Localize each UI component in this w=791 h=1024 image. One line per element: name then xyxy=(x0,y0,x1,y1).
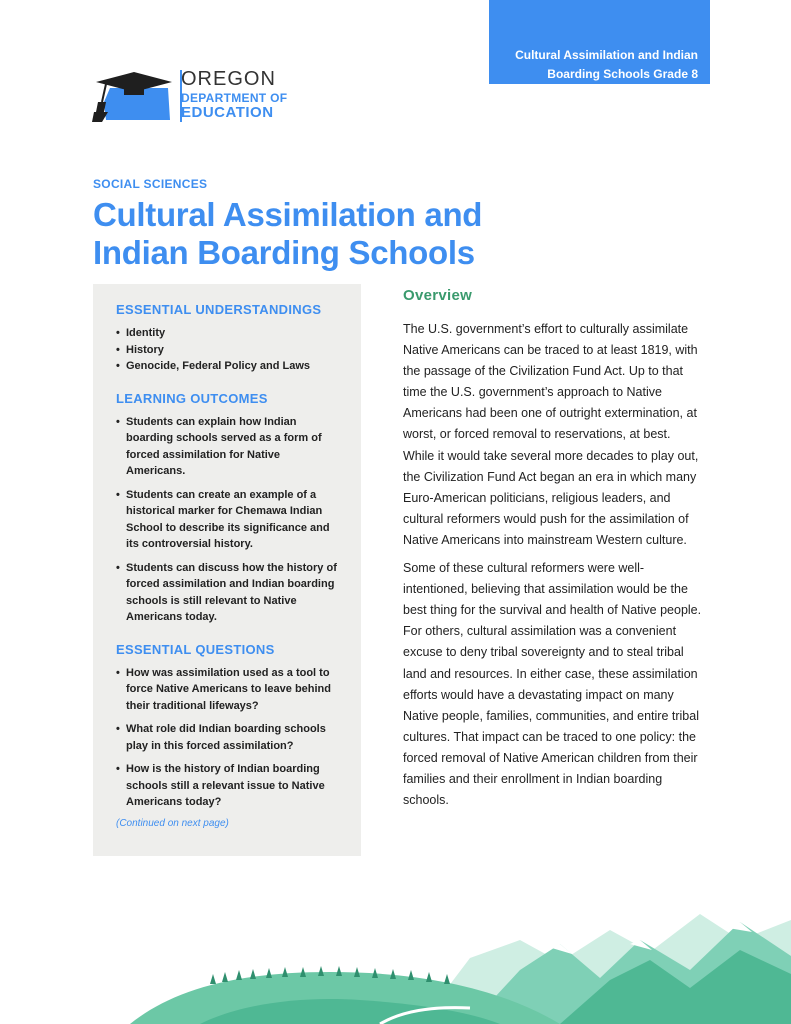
essential-questions-section xyxy=(116,642,339,829)
banner-line-2: Boarding Schools Grade 8 xyxy=(547,67,698,81)
learning-outcomes-section xyxy=(116,391,339,626)
essential-understandings-list xyxy=(116,325,339,375)
graduation-cap-oregon-icon xyxy=(90,68,174,124)
list-item: • Students can create an example of a historical marker for Chemawa Indian School to describe its significance and its controversial history. xyxy=(116,487,339,553)
title-line-1: Cultural Assimilation and xyxy=(93,196,483,233)
learning-outcomes-list xyxy=(116,414,339,626)
logo-department-of: DEPARTMENT OF xyxy=(181,91,288,105)
overview-paragraph-1: The U.S. government’s effort to culturally assimilate Native Americans can be traced to at least 1819, with the passage of the Civilization Fund Act. Up to that time the U.S. government’s approach to Native Americans had been one of outright extermination, at worst, or forced removal to reservations, at best. While it would take several more decades to play out, the Civilization Fund Act began an era in which many Euro-American politicians, religious leaders, and cultural reformers would push for the assimilation of Native Americans into mainstream Western culture. xyxy=(403,322,699,547)
logo-education: EDUCATION xyxy=(181,104,274,121)
essential-understandings-heading: ESSENTIAL UNDERSTANDINGS xyxy=(116,302,322,317)
document-banner xyxy=(489,0,710,84)
page-title xyxy=(93,196,653,272)
continued-note: (Continued on next page) xyxy=(116,817,229,829)
subject-label: SOCIAL SCIENCES xyxy=(93,177,208,191)
essential-questions-list xyxy=(116,665,339,811)
overview-paragraph-2: Some of these cultural reformers were well-intentioned, believing that assimilation would be the best thing for the survival and health of Native people. For others, cultural assimilation was a convenient excuse to deny tribal sovereignty and to steal tribal land and resources. In either case, these assimilation efforts would have a devastating impact on many Native people, families, communities, and entire tribal cultures. That impact can be traced to one policy: the forced removal of Native American children from their families and their enrollment in Indian boarding schools. xyxy=(403,561,702,808)
banner-line-1: Cultural Assimilation and Indian xyxy=(515,48,698,62)
list-item: • Identity xyxy=(116,325,339,342)
list-item: • How was assimilation used as a tool to force Native Americans to leave behind their traditional lifeways? xyxy=(116,665,339,715)
list-item: • Students can discuss how the history of forced assimilation and Indian boarding schools is still relevant to Native Americans today. xyxy=(116,560,339,626)
list-item: • Students can explain how Indian boarding schools served as a form of forced assimilation for Native Americans. xyxy=(116,414,339,480)
list-item: • Genocide, Federal Policy and Laws xyxy=(116,358,339,375)
oregon-doe-logo xyxy=(90,68,290,124)
essential-understandings-section xyxy=(116,302,339,375)
list-item: • History xyxy=(116,342,339,359)
logo-oregon: OREGON xyxy=(181,68,276,90)
mountain-landscape-illustration xyxy=(0,900,791,1024)
essential-questions-heading: ESSENTIAL QUESTIONS xyxy=(116,641,275,657)
learning-outcomes-heading: LEARNING OUTCOMES xyxy=(116,390,268,406)
title-line-2: Indian Boarding Schools xyxy=(93,234,475,271)
overview-body xyxy=(403,319,703,818)
sidebar-panel xyxy=(93,284,361,856)
overview-heading: Overview xyxy=(403,287,473,304)
list-item: • How is the history of Indian boarding schools still a relevant issue to Native Americans today? xyxy=(116,761,339,811)
list-item: • What role did Indian boarding schools play in this forced assimilation? xyxy=(116,721,339,754)
